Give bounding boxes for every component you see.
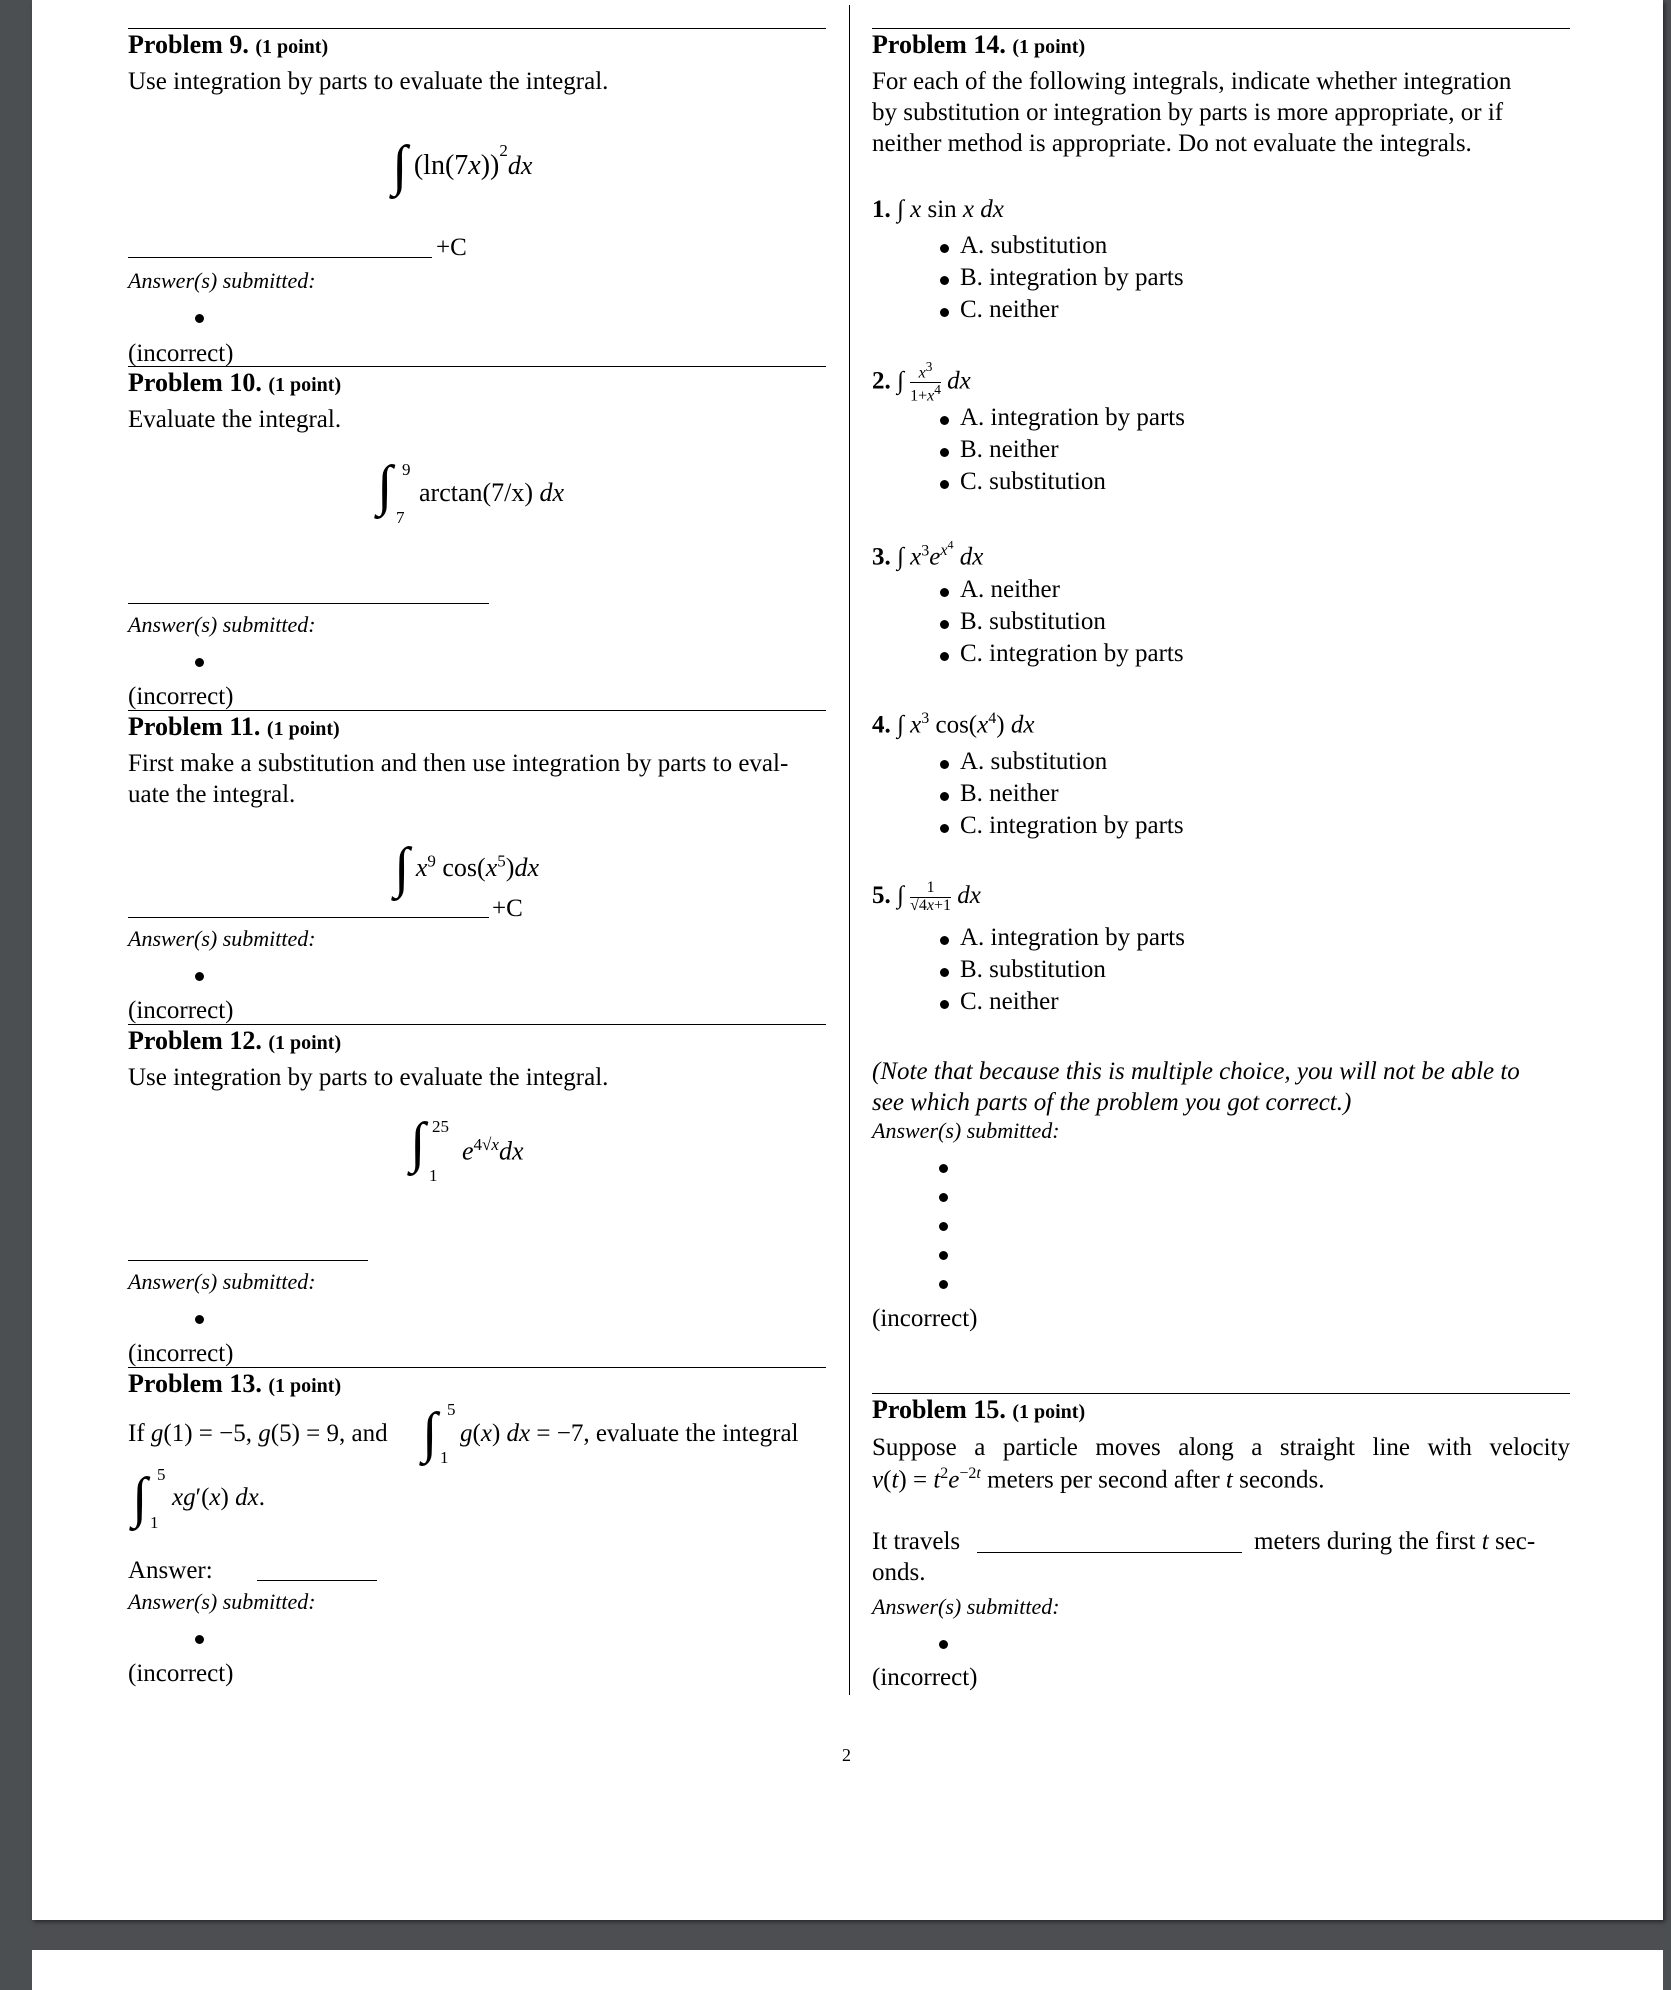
problem-14-item-3: 3. ∫ $x^3e^{x^4}$ dx	[872, 538, 984, 571]
problem-14-answer-bullet	[939, 1280, 948, 1289]
problem-12-title: Problem 12. (1 point)	[128, 1026, 342, 1055]
problem-12-answer-bullet	[195, 1315, 204, 1324]
problem-9-answer-bullet	[195, 314, 204, 323]
problem-separator	[128, 710, 826, 711]
problem-9-submitted-label: Answer(s) submitted:	[128, 268, 316, 293]
problem-14-item-2-option-b: B. neither	[960, 436, 1059, 463]
problem-15-title: Problem 15. (1 point)	[872, 1395, 1086, 1424]
problem-14-answer-bullet	[939, 1193, 948, 1202]
problem-10-lower-limit: 7	[396, 508, 405, 527]
problem-14-item-3-option-a: A. neither	[960, 576, 1060, 603]
problem-13-answer-label: Answer:	[128, 1557, 213, 1584]
problem-11-plus-c: +C	[492, 895, 523, 922]
problem-separator	[872, 1393, 1570, 1394]
problem-15-text-line2: $v(t) = t^2e^{-2t}$ meters per second after t seconds.	[872, 1465, 1325, 1494]
problem-13-answer-bullet	[195, 1635, 204, 1644]
column-divider	[849, 5, 850, 1695]
problem-12-integral: ∫	[410, 1112, 426, 1174]
problem-15-submitted-label: Answer(s) submitted:	[872, 1594, 1060, 1619]
problem-11-text-line2: uate the integral.	[128, 781, 296, 808]
page-number: 2	[842, 1745, 851, 1765]
problem-9-text: Use integration by parts to evaluate the integral.	[128, 68, 609, 95]
problem-9-status: (incorrect)	[128, 340, 234, 367]
problem-14-answer-bullet	[939, 1251, 948, 1260]
problem-14-item-2-option-c: C. substitution	[960, 468, 1106, 495]
problem-14-item-5-option-c: C. neither	[960, 988, 1059, 1015]
problem-10-submitted-label: Answer(s) submitted:	[128, 612, 316, 637]
problem-14-status: (incorrect)	[872, 1305, 978, 1332]
problem-14-answer-bullet	[939, 1222, 948, 1231]
option-bullet	[940, 936, 949, 945]
problem-14-item-1-option-c: C. neither	[960, 296, 1059, 323]
option-bullet	[940, 588, 949, 597]
problem-15-text-line1: Suppose a particle moves along a straight line with velocity	[872, 1434, 1570, 1461]
problem-13-given-upper: 5	[447, 1400, 456, 1419]
problem-14-text-line1: For each of the following integrals, indicate whether integration	[872, 68, 1512, 95]
problem-12-answer-blank[interactable]	[128, 1260, 368, 1261]
problem-separator	[128, 1367, 826, 1368]
problem-11-submitted-label: Answer(s) submitted:	[128, 926, 316, 951]
option-bullet	[940, 448, 949, 457]
problem-14-title: Problem 14. (1 point)	[872, 30, 1086, 59]
option-bullet	[940, 652, 949, 661]
problem-9-integral: ∫ $(\ln(7x))^2dx$	[392, 135, 533, 197]
problem-14-text-line2: by substitution or integration by parts is more appropriate, or if	[872, 99, 1504, 126]
problem-11-integral: ∫ $x^9$ $\cos(x^5)dx$	[394, 837, 539, 899]
problem-14-item-1: 1. ∫ x sin x dx	[872, 196, 1004, 223]
problem-separator	[128, 366, 826, 367]
problem-10-integral: ∫	[377, 455, 393, 517]
problem-13-title: Problem 13. (1 point)	[128, 1369, 342, 1398]
problem-10-integrand: arctan(7/x) dx	[419, 478, 565, 507]
option-bullet	[940, 480, 949, 489]
problem-14-note-line2: see which parts of the problem you got correct.)	[872, 1089, 1352, 1116]
option-bullet	[940, 1000, 949, 1009]
option-bullet	[940, 416, 949, 425]
option-bullet	[940, 308, 949, 317]
problem-14-submitted-label: Answer(s) submitted:	[872, 1118, 1060, 1143]
problem-12-status: (incorrect)	[128, 1340, 234, 1367]
problem-separator	[128, 28, 826, 29]
option-bullet	[940, 276, 949, 285]
option-bullet	[940, 824, 949, 833]
problem-14-item-1-option-a: A. substitution	[960, 232, 1108, 259]
problem-10-answer-bullet	[195, 658, 204, 667]
problem-14-item-4: 4. ∫ $x^3$ $\cos(x^4)$ dx	[872, 710, 1035, 739]
problem-14-item-3-option-b: B. substitution	[960, 608, 1106, 635]
problem-11-answer-blank[interactable]	[128, 917, 489, 918]
problem-14-text-line3: neither method is appropriate. Do not evaluate the integrals.	[872, 130, 1472, 157]
problem-14-note-line1: (Note that because this is multiple choice, you will not be able to	[872, 1058, 1520, 1085]
problem-10-text: Evaluate the integral.	[128, 406, 342, 433]
problem-13-target-lower: 1	[150, 1513, 159, 1532]
problem-separator	[872, 28, 1570, 29]
document-page	[32, 0, 1663, 1920]
problem-12-text: Use integration by parts to evaluate the integral.	[128, 1064, 609, 1091]
problem-13-target-integral-sign: ∫	[132, 1467, 148, 1529]
problem-15-answer-blank[interactable]	[977, 1552, 1242, 1553]
problem-13-submitted-label: Answer(s) submitted:	[128, 1589, 316, 1614]
problem-12-submitted-label: Answer(s) submitted:	[128, 1269, 316, 1294]
option-bullet	[940, 968, 949, 977]
problem-15-meters-text: meters during the first t sec-	[1254, 1528, 1536, 1555]
problem-13-given-integral-sign: ∫	[422, 1402, 438, 1464]
problem-14-answer-bullet	[939, 1164, 948, 1173]
problem-14-item-4-option-b: B. neither	[960, 780, 1059, 807]
problem-10-answer-blank[interactable]	[128, 603, 489, 604]
problem-14-item-3-option-c: C. integration by parts	[960, 640, 1184, 667]
problem-12-integrand: $e^{4√x}dx$	[462, 1135, 524, 1166]
problem-11-title: Problem 11. (1 point)	[128, 712, 340, 741]
problem-10-title: Problem 10. (1 point)	[128, 368, 342, 397]
problem-11-text-line1: First make a substitution and then use integration by parts to eval-	[128, 750, 789, 777]
problem-14-item-1-option-b: B. integration by parts	[960, 264, 1184, 291]
problem-14-item-5-option-a: A. integration by parts	[960, 924, 1185, 951]
option-bullet	[940, 760, 949, 769]
problem-9-plus-c: +C	[436, 234, 467, 261]
option-bullet	[940, 620, 949, 629]
problem-14-item-4-option-c: C. integration by parts	[960, 812, 1184, 839]
problem-10-upper-limit: 9	[402, 460, 411, 479]
problem-13-target-integrand: xg′(x) dx.	[172, 1484, 265, 1511]
problem-13-given-lower: 1	[440, 1448, 449, 1467]
problem-11-status: (incorrect)	[128, 997, 234, 1024]
problem-15-status: (incorrect)	[872, 1664, 978, 1691]
problem-15-answer-bullet	[939, 1640, 948, 1649]
problem-13-text: If g(1) = −5, g(5) = 9, and	[128, 1420, 388, 1447]
option-bullet	[940, 244, 949, 253]
problem-15-onds: onds.	[872, 1559, 926, 1586]
problem-13-answer-blank[interactable]	[257, 1580, 377, 1581]
problem-12-upper-limit: 25	[432, 1117, 449, 1136]
next-page-edge	[32, 1950, 1663, 1990]
option-bullet	[940, 792, 949, 801]
problem-separator	[128, 1024, 826, 1025]
problem-13-given-integrand: g(x) dx = −7, evaluate the integral	[460, 1420, 799, 1447]
problem-9-answer-blank[interactable]	[128, 257, 432, 258]
problem-14-item-2: 2. ∫ $\frac{x^3}{1+x^4}$ dx	[872, 359, 971, 405]
problem-13-status: (incorrect)	[128, 1660, 234, 1687]
problem-12-lower-limit: 1	[429, 1166, 438, 1185]
problem-14-item-5-option-b: B. substitution	[960, 956, 1106, 983]
problem-14-item-2-option-a: A. integration by parts	[960, 404, 1185, 431]
problem-9-title: Problem 9. (1 point)	[128, 30, 329, 59]
problem-14-item-4-option-a: A. substitution	[960, 748, 1108, 775]
problem-11-answer-bullet	[195, 972, 204, 981]
problem-14-item-5: 5. ∫ $\frac{1}{√4x+1}$ dx	[872, 879, 981, 914]
problem-13-target-upper: 5	[157, 1465, 166, 1484]
problem-10-status: (incorrect)	[128, 683, 234, 710]
problem-15-travels-label: It travels	[872, 1528, 961, 1555]
